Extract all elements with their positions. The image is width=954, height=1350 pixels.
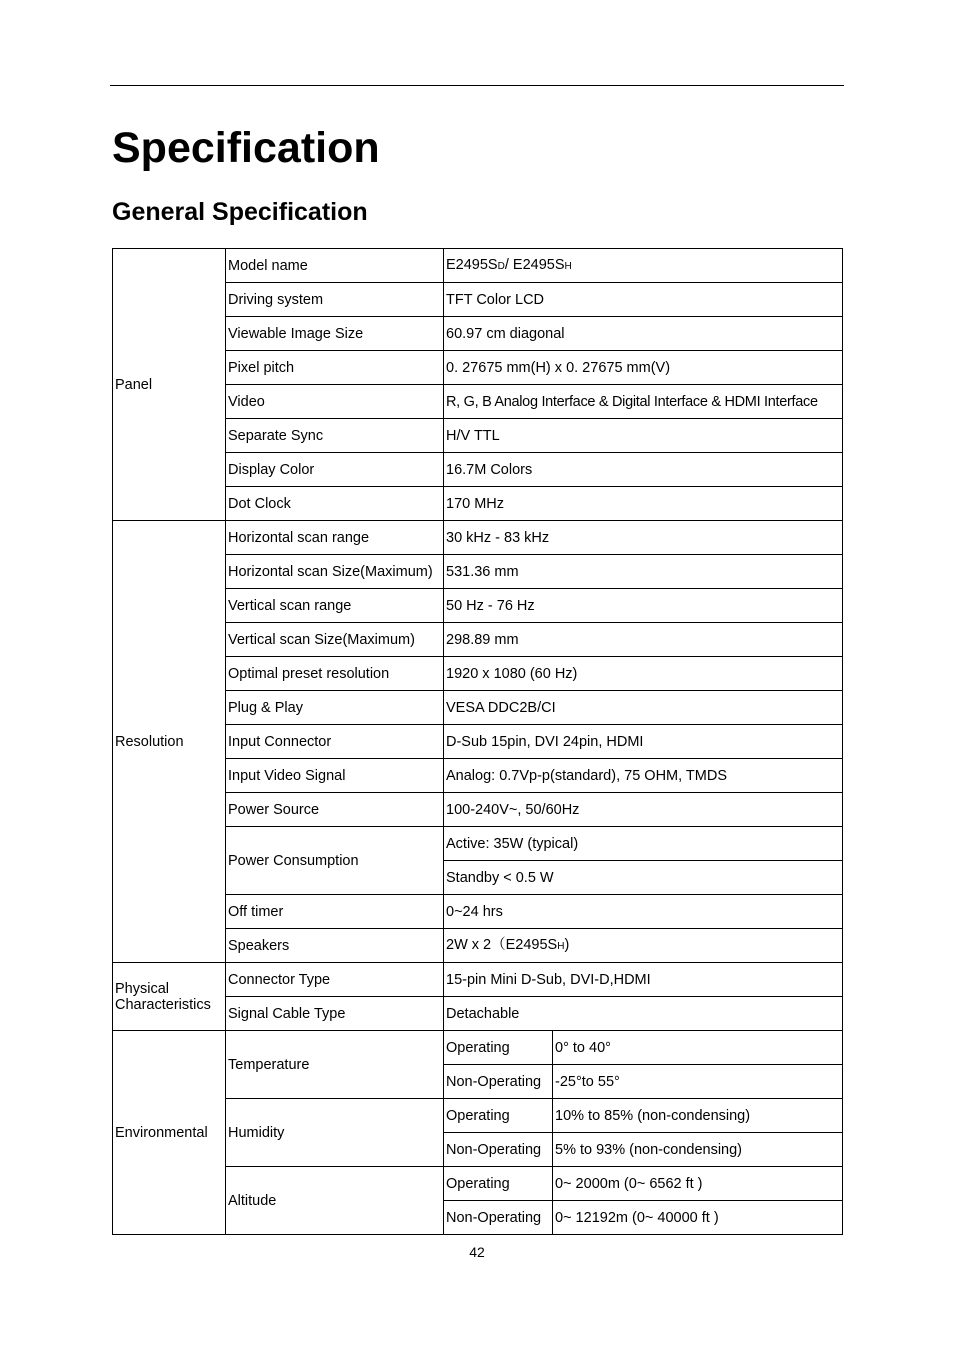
spec-name: Viewable Image Size xyxy=(226,317,444,351)
condition-label: Non-Operating xyxy=(444,1201,553,1235)
spec-name: Input Connector xyxy=(226,725,444,759)
category-label-panel: Panel xyxy=(113,249,226,521)
condition-label: Operating xyxy=(444,1031,553,1065)
spec-value: TFT Color LCD xyxy=(444,283,843,317)
specification-table xyxy=(112,248,843,1235)
spec-name: Plug & Play xyxy=(226,691,444,725)
spec-name: Speakers xyxy=(226,929,444,963)
spec-name: Signal Cable Type xyxy=(226,997,444,1031)
spec-name: Vertical scan range xyxy=(226,589,444,623)
spec-value-model-name: E2495SD/ E2495SH xyxy=(444,249,843,283)
spec-value: 531.36 mm xyxy=(444,555,843,589)
category-label-environmental: Environmental xyxy=(113,1031,226,1235)
spec-value: Detachable xyxy=(444,997,843,1031)
spec-name: Driving system xyxy=(226,283,444,317)
spec-value: 60.97 cm diagonal xyxy=(444,317,843,351)
spec-value: 15-pin Mini D-Sub, DVI-D,HDMI xyxy=(444,963,843,997)
spec-name-temperature: Temperature xyxy=(226,1031,444,1099)
spec-name: Separate Sync xyxy=(226,419,444,453)
table-row xyxy=(113,249,843,283)
condition-label: Non-Operating xyxy=(444,1133,553,1167)
spec-name: Video xyxy=(226,385,444,419)
section-title: General Specification xyxy=(112,198,368,226)
spec-value-power-active: Active: 35W (typical) xyxy=(444,827,843,861)
spec-name: Off timer xyxy=(226,895,444,929)
spec-name: Horizontal scan Size(Maximum) xyxy=(226,555,444,589)
condition-label: Non-Operating xyxy=(444,1065,553,1099)
spec-value: 170 MHz xyxy=(444,487,843,521)
spec-value: R, G, B Analog Interface & Digital Interface & HDMI Interface xyxy=(444,385,843,419)
spec-value: 0. 27675 mm(H) x 0. 27675 mm(V) xyxy=(444,351,843,385)
table-row xyxy=(113,963,843,997)
spec-name-power-consumption: Power Consumption xyxy=(226,827,444,895)
spec-value: 5% to 93% (non-condensing) xyxy=(553,1133,843,1167)
spec-name: Horizontal scan range xyxy=(226,521,444,555)
spec-value: 0° to 40° xyxy=(553,1031,843,1065)
spec-value: Analog: 0.7Vp-p(standard), 75 OHM, TMDS xyxy=(444,759,843,793)
spec-value: -25°to 55° xyxy=(553,1065,843,1099)
spec-value: 100-240V~, 50/60Hz xyxy=(444,793,843,827)
spec-value: 1920 x 1080 (60 Hz) xyxy=(444,657,843,691)
spec-value: 0~24 hrs xyxy=(444,895,843,929)
spec-name: Power Source xyxy=(226,793,444,827)
header-rule xyxy=(110,85,844,86)
spec-value: 298.89 mm xyxy=(444,623,843,657)
spec-value: H/V TTL xyxy=(444,419,843,453)
page-title: Specification xyxy=(112,124,380,172)
spec-value: D-Sub 15pin, DVI 24pin, HDMI xyxy=(444,725,843,759)
spec-name: Input Video Signal xyxy=(226,759,444,793)
spec-name: Dot Clock xyxy=(226,487,444,521)
spec-value: 0~ 2000m (0~ 6562 ft ) xyxy=(553,1167,843,1201)
spec-name-humidity: Humidity xyxy=(226,1099,444,1167)
condition-label: Operating xyxy=(444,1099,553,1133)
spec-name: Vertical scan Size(Maximum) xyxy=(226,623,444,657)
spec-name-altitude: Altitude xyxy=(226,1167,444,1235)
spec-value: 0~ 12192m (0~ 40000 ft ) xyxy=(553,1201,843,1235)
condition-label: Operating xyxy=(444,1167,553,1201)
spec-value: 50 Hz - 76 Hz xyxy=(444,589,843,623)
spec-value-speakers: 2W x 2（E2495SH) xyxy=(444,929,843,963)
page-number: 42 xyxy=(469,1244,485,1260)
spec-value: VESA DDC2B/CI xyxy=(444,691,843,725)
table-row xyxy=(113,1031,843,1065)
spec-value: 16.7M Colors xyxy=(444,453,843,487)
spec-value: 10% to 85% (non-condensing) xyxy=(553,1099,843,1133)
spec-name: Connector Type xyxy=(226,963,444,997)
spec-name: Display Color xyxy=(226,453,444,487)
spec-name: Pixel pitch xyxy=(226,351,444,385)
spec-name: Optimal preset resolution xyxy=(226,657,444,691)
spec-value-power-standby: Standby < 0.5 W xyxy=(444,861,843,895)
table-row xyxy=(113,521,843,555)
spec-name: Model name xyxy=(226,249,444,283)
spec-value: 30 kHz - 83 kHz xyxy=(444,521,843,555)
category-label-physical: Physical Characteristics xyxy=(113,963,226,1031)
category-label-resolution: Resolution xyxy=(113,521,226,963)
